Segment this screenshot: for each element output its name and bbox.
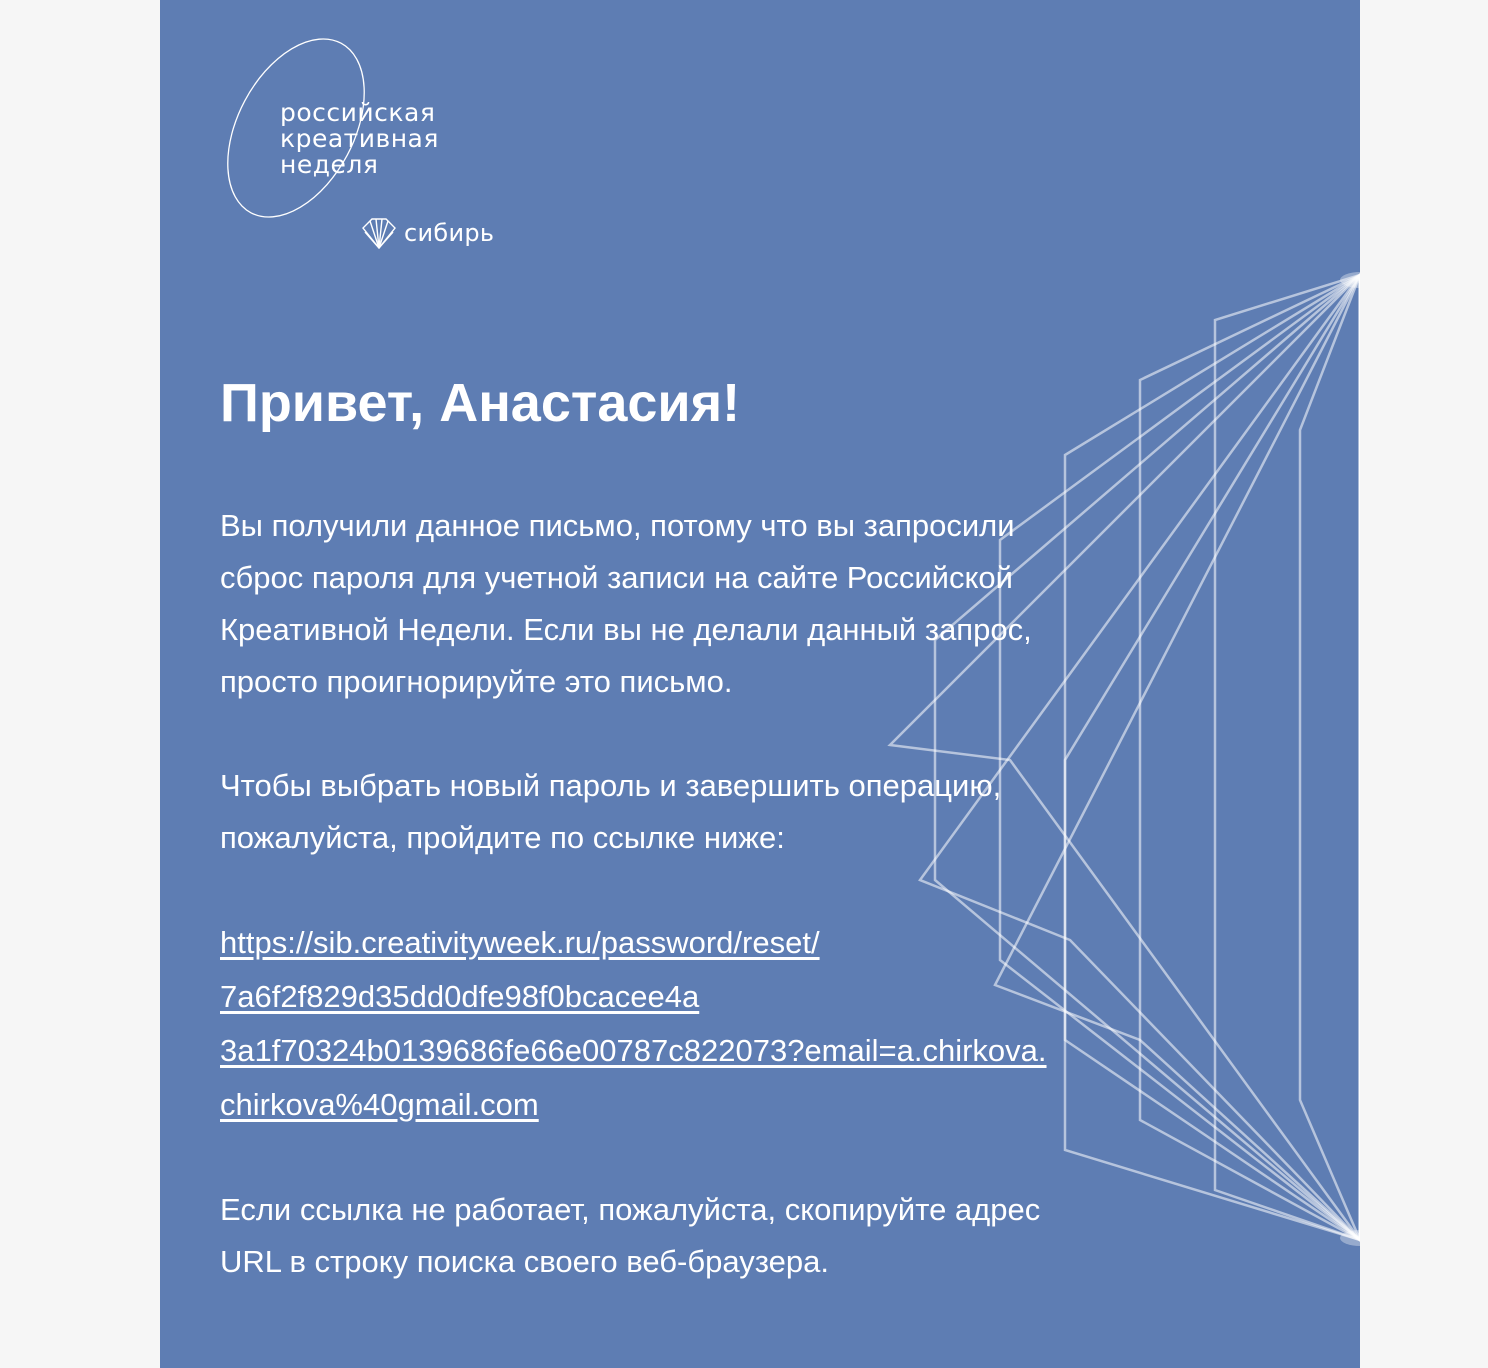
instruction-line-1: Чтобы выбрать новый пароль и завершить операцию,: [220, 768, 1002, 803]
logo-sub-text: сибирь: [404, 219, 495, 247]
instruction-paragraph: [220, 760, 1160, 864]
intro-line-3: Креативной Недели. Если вы не делали данный запрос,: [220, 612, 1032, 647]
reset-link-line-2: 7a6f2f829d35dd0dfe98f0bcacee4a: [220, 979, 700, 1014]
fallback-line-2: URL в строку поиска своего веб-браузера.: [220, 1244, 829, 1279]
logo-line-2: креативная: [280, 124, 439, 153]
password-reset-link[interactable]: [220, 916, 1180, 1132]
intro-paragraph: [220, 500, 1160, 708]
email-card: [160, 0, 1360, 1368]
logo-line-1: российская: [280, 98, 436, 127]
logo-subtitle: [360, 216, 494, 250]
logo: [216, 30, 556, 260]
intro-line-4: просто проигнорируйте это письмо.: [220, 664, 733, 699]
shell-icon: [360, 216, 398, 250]
reset-link-line-1: https://sib.creativityweek.ru/password/reset/: [220, 925, 820, 960]
intro-line-2: сброс пароля для учетной записи на сайте Российской: [220, 560, 1013, 595]
intro-line-1: Вы получили данное письмо, потому что вы запросили: [220, 508, 1015, 543]
fallback-paragraph: [220, 1184, 1160, 1288]
reset-link-line-4: chirkova%40gmail.com: [220, 1087, 539, 1122]
instruction-line-2: пожалуйста, пройдите по ссылке ниже:: [220, 820, 785, 855]
fallback-line-1: Если ссылка не работает, пожалуйста, скопируйте адрес: [220, 1192, 1041, 1227]
reset-link-line-3: 3a1f70324b0139686fe66e00787c822073?email=a.chirkova.: [220, 1033, 1047, 1068]
logo-wordmark: [280, 100, 439, 178]
greeting-heading: Привет, Анастасия!: [220, 373, 741, 433]
logo-line-3: неделя: [280, 150, 379, 179]
